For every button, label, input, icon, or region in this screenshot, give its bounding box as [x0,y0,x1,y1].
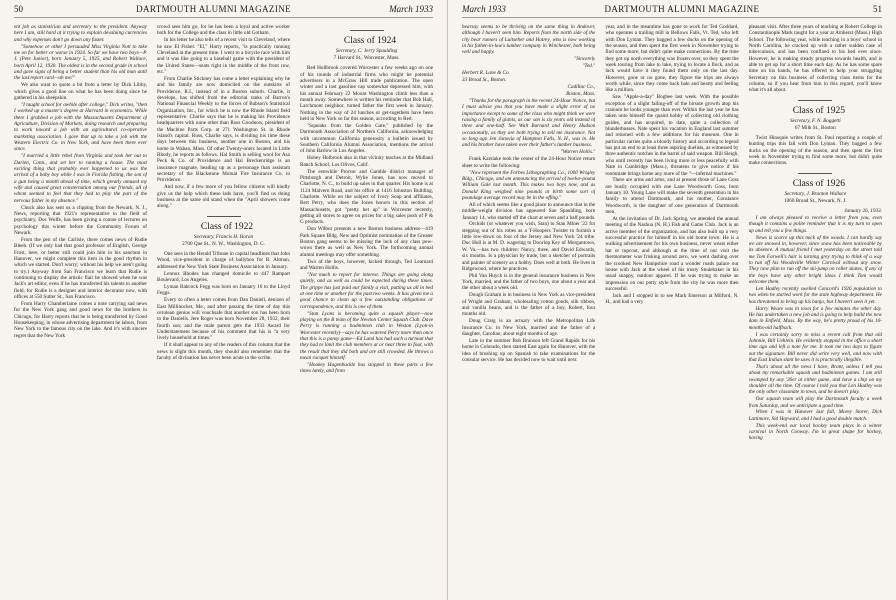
secretary-address: 67 Milk St., Boston [794,124,836,131]
paragraph: Dough Graham is in business in New York as vice-president of Wright and Graham, wholesaling cotton goods, silk ribbon, and vanilla beans, and is the father of a boy, Robert, four months old. [462,292,596,318]
paragraph: "Now represent the Forbes Lithographing Co., 1000 Wrigley Bldg., Chicago, and am announcing the arrival of twelve-pound William Gale last month. This makes two boys now, and as Donald King weighed nine pounds at birth some sort of poundage average record may be in the offing." [462,169,596,201]
paragraph: Frank Karslake took the center of the 24-Hour Notice return sheet to write the following: [462,156,596,169]
paragraph: In his letter he also tells of a recent visit to Cleveland, where he saw El Fisher. "El," Harry reports, "is practically running Cleveland at the present time. I went to a bicycle race with him and it was like going to a baseball game with the president of the United States—seats right in the middle of the front row, etc." [157,37,290,75]
column [157,24,290,596]
page-number: 51 [873,4,882,14]
paragraph: Saw "Apple-a-day" Bogbee last week. With the possible exception of a slight falling-off of the hirsute growth atop his cranium he looks younger than ever. Within the last year he has taken unto himself the quaint hobby of collecting old clothing guides, and has acquired, to date, quite a collection of blunderbusses. Nate spent his vacation in England last summer and returned with a few additions for his museum. One in particular carries quite a bloody history and according to legend has put an end to at least three aspiring duelists, as witnessed by three authentic notches in the barrel of said weapon. Bill Sleigh, who until recently has been living more or less peacefully with Nate in Cambridge (Mass.), threatens to give notice if his roommate brings home any more of the "—infernal machines." [605,94,739,177]
paragraph: Lyman Babcock Fegg was born on January 16 to the Lloyd Feggs. [157,283,290,297]
paragraph: "Thanks for the paragraph in the recent 24-Hour Notice, but I must advise you that you have made a slight error of no importance except to some of the class who might think we were raising a family of giants, as our son is six years old instead of three and one-half. See Walt Barnard and Henry Hudson occasionally, as they are both trying to sell me insurance. Not so long ago Jen Janovia of Hampton Falls, N. H., was in. He and his brother have taken over their father's lumber business. [462,97,596,149]
paragraph: Two of the boys, however, kicked through, Ted Learnard and Warren Hollis. [300,258,433,271]
class-heading: Class of 1926 [792,178,845,189]
section-rule [798,173,832,174]
paragraph: All of which seems like a good place to announce that in the middle-weight division has appeared Sue Spaulding, born January 14, who started off the chart at seven and a half pounds. [462,201,596,221]
paragraph: Red Hollbrook covered Worcester a few weeks ago on one of his rounds of industrial firms who might be potential advertisers in a McGraw Hill trade publication. The open winter and a lost gasoline cap somewhat depressed him, with his annual February 22 Mount Washington climb less than a month away. Somewhere is written his reminder that Bob Hall, Larchmont neighbor, turned father the first week in January. Nothing in the way of 24 lunches or get-togethers have been held in New York so far this season, according to Red. [300,65,433,123]
paragraph: Herbert R. Lane & Co. [462,70,510,77]
paragraph: I was certainly sorry to miss a recent call from that old Johnnie, Bill Uehlein. He evidently stopped in the office a short time ago and left a note for me. It took me two days to figure out the signature. Bill never did write very well, and now with that East Indian slant he uses it is practically illegible. [748,331,882,363]
paragraph: At the invitation of Dr. Jack Spring, we attended the annual meeting of the Nashua (N. H.) Fish and Game Club. Jack is an active member of the organization, and has also built up a very successful practice for himself in his old home town. He is a walking advertisement for his own business, never wears either hat or topcoat, and although at the time of our visit the thermometer was frisking around zero, we went dashing over the crooked New Hampshire road a wonder roads palace our house with Jack at the wheel of his trusty Studebaker in his usual snappy, outdoor apparel. If he was trying to make an impression on our potty style from the city he was more then successful. [605,216,739,292]
paragraph: Hobey Holbrook also in that vicinity teaches at the Midland Ranch School, Los Olivos, Calif. [300,155,433,168]
signature: "Ted." [582,63,596,70]
paragraph: pleasant visit. After three years of teaching at Robert College in Constantinople Mark taught for a year at Amherst (Mass.) High School. The following year, while teaching in a boys' school in North Carolina, he cracked up with a rather sudden case of tuberculosis, and has been confined to his bed ever since. However, he is making steady progress towards health, and is able to get up for a short time each day. As he has some spare time on his hands, he has offered to help your struggling Secretary on this business of collecting class items for the column, so if you hear from him in this regard, you'll know what it's all about. [748,24,882,94]
paragraph: "Stan Lyons is becoming quite a squash player—now playing on the B team of the Newton Center Squash Club. Dave Perry is running a badminton club in Weston (Lyon-in Worcester recently)—says he has watered Perry more than once that this is a pansy game—Ed Lund has had such a turnout that they had to limit the club members at or near three to four, with the result that they did both and are still crowded. He throws a mean racquet himself. [300,310,433,361]
paragraph: ent job as statistician and secretary to the president. Anyway here I am, still hard at it trying to explain devaluing currencies and why expenses don't go down any faster. [14,24,147,43]
paragraph: When I was in Hanover last fall, Morey Storer, Dick Lattimore, Sid Hayward, and I had a good double match. [748,409,882,422]
class-heading: Class of 1925 [792,105,845,116]
left-running-head [14,4,433,18]
paragraph: If it shall appear to any of the readers of this column that the news is slight this month, they should also remember that the faculty of divination has never been acute in the scribe. [157,342,290,361]
signature: "Sincerely [574,56,596,63]
paragraph: We also want to quote a bit from a letter by Dick Libby, which gives a good line on what he has been doing since he gathered in his sheepskin. [14,82,147,101]
paragraph: One sees in the Herald Tribune in capital headlines that John Wood, vice-president in charge of ballyhoo for B. Altman, addressed the New York State Business Association in January. [157,251,290,270]
paragraph: From the pen of the Carlisle, there comes news of Rudie Bleeh. (If we only had that good professor of English, George Frost, here, or better still could join him in his sanctum in Hanover, we might complete this item in the good rhythm in which we started. Don't worry; without his help we aren't going to try.) Anyway from San Francisco we learn that Rudie is continuing to display the artistic flair he showed when he was Jack's art editor, even if he has transferred his talents to another field, for Rudie is a designer and interior decorator now, with offices at 550 Sutter St., San Francisco. [14,236,147,300]
signature: Cadillac Co., [567,84,596,91]
column [300,24,433,596]
paragraph: 33 Broad St., Boston. [462,77,507,84]
right-running-head [462,4,882,18]
paragraph: News is scarce up this neck of the woods. I can hardly say we are snowed in, however, since snow has been noticeable by its absence. A mutual friend I met yesterday on the street told me Tom Farwell's hair is turning grey trying to think of a way to run off his Woodsville Winter Carnival without any snow. They now plan to run off the ski-jump on roller skates, if any of the boys have any other bright ideas I think Tom would welcome them. [748,234,882,286]
page-number: 50 [14,4,23,14]
paragraph: Chuck also has sent us a clipping from the Newark, N. J., News, reporting that 1921's representative in the field of psychiatry, Doc Wolfe, has been giving a course of lectures on psychology this winter before the Community Forum of Newark. [14,204,147,236]
paragraph: Lennox Rhodes has changed domicile to 447 Rampart Boulevard, Los Angeles. [157,270,290,283]
class-heading: Class of 1922 [200,221,254,232]
column [749,24,882,596]
signature: Boston, Mass. [566,91,596,97]
paragraph: Every so often a letter comes from Dan Daniell, denizen of East Millinocket, Me., and after passing the time of day this cerulean genius will vouchsafe that another son has been born to the Daniells. Jere Roger was born November 28, 1932, their fourth son; and the male parent gets the 1933 Award for Understatement because of his comment that his is "a very lively household at times." [157,297,290,342]
section-rule [798,100,832,101]
paragraph: Len Hadley recently swelled Concord's 1926 population to two when he started work for the state highway department. He has threatened to bring up his banjo, but I haven't seen it yet. [748,285,882,305]
class-secretary: Secretary, C. Jerry Spaulding [335,48,398,54]
paragraph: That's about all the news I have, Brant, unless I tell you about my remarkable squash and badminton games. I am still swamped by any '26er at either game, and have a chip on my shoulder all the time. Of course I told you that Len Hadley was the only other classmate in town, and he doesn't play. [748,363,882,396]
paragraph: "Somehow or other I persuaded Miss Virginia Nott to take me on for better or worse in 1924. So far we have two boys—P. J. (Pete Junior), born January 5, 1925, and Robert Wallace, born April 12, 1930. The oldest is in the second grade in school and gave signs of being a better student than his old man until the last report card—ah me!" [14,43,147,82]
paragraph: This week-end our local hockey team plays in a winter carnival in North Conway. I'm in great shape for hockey, having [748,422,882,442]
column [14,24,147,596]
secretary-address: 7 Harvard St., Worcester, Mass. [333,54,400,61]
paragraph: And now, if a few more of you fellow citizens will kindly give us the help which these lads have, you'll find us doing business at the same old stand when the "April showers come along." [157,184,290,210]
signature: "Warren Hollis." [560,149,596,156]
issue-date: March 1933 [389,4,433,14]
paragraph: There are arms and arms, and at present those of Lane Goss are busily occupied with one Lane Woodworth Goss, born January 10. Young Lane will make the seventh generation in his family to attend Dartmouth, and his mother, Constance Woodworth, is the daughter of one generation of Dartmouth men. [605,177,739,216]
class-secretary: Secretary, F. N. Boggetti [789,117,841,124]
class-heading: Class of 1924 [343,36,397,46]
paragraph: "I married a little rebel from Virginia and took her out to Darien, Conn., and set her to running a house. The most exciting thing that probably ever happened to us was the arrival of a baby boy while I was in Florida fishing, the son of a gun being a month ahead of time, which greatly amused my wife and caused great consternation among our friends, all of whom seemed to feel that they had to play the part of the nervous father in my absence." [14,153,147,204]
class-secretary: Secretary, J. Branton Wallace [784,190,847,197]
column [462,24,595,596]
paragraph: hearsay seems to be thriving on the same thing in Andover, although I haven't seen him. Reports from the north side of the city bear rumors of Luitseher and Hatrey, who is now working in his father-in-law's lumber company in Winchester, both being well and happy. [462,24,596,56]
paragraph: Our squash team will play the Dartmouth faculty a week from Saturday, and we anticipate a good time. [748,396,882,409]
paragraph: Late in the summer Bob Branson left Grand Rapids for his home in Colorado, then started East again for Hanover, with the idea of brushing up on Spanish to take examinations for the consular service. He has decided now to wait until next [462,338,596,364]
section-rule [350,30,384,31]
right-page [448,0,896,600]
paragraph: I am always pleased to receive a letter from you, even though it contains a polite reminder that it is my turn to open up and tell you a few things. [748,215,882,234]
paragraph: From Charlie Stickney has come a letter explaining why he and his family are now domiciled on the outskirts of Providence, R.I., instead of in a Boston suburb. Charlie, it develops, has shifted from the editorial ranks of Barron's National Financial Weekly to the forces of Babson's Statistical Organization, Inc., for which he is now the Rhode Island field representative. Charlie says that he is making his Providence headquarters with none other than Russ Goodnow, president of the Machine Parts Corp. at 271 Washington St. in Rhode Island's capital. Russ, Charlie says, is dividing his time these days between this business, another one in Boston, and his home in Waban, Mass. Of other Twenty-oners located in Little Rhody, he reports as follows. Hal Smith is selling wool for Asa Peck & Co. of Providence and Hal Breckenridge is an insurance magnate, heading up as a personage than assistant secretary of the Blackstone Mutual Fire Insurance Co. in Providence. [157,75,290,184]
magazine-title: DARTMOUTH ALUMNI MAGAZINE [604,4,760,14]
paragraph: Jack and I stopped in to see Mark Emerson at Milford, N. H., and had a very [605,292,739,306]
issue-date: March 1933 [462,4,506,14]
class-secretary: Secretary, Francis H. Horan [193,233,254,240]
paragraph: crowd sees him go, for he has been a loyal and active worker both for the College and the class in little old Gotham. [157,24,290,37]
paragraph: "Hookey Hagenbuckle has stopped in these parts a few times lately, and from [300,361,433,375]
paragraph: Doug Craig is an actuary with the Metropolitan Life Insurance Co. in New York, married and the father of a daughter, Caroline, about eight months of age. [462,318,596,338]
section-rule [207,216,241,217]
paragraph: Phil Van Huyck is in the general insurance business in New York, married, and the father of two boys, one about a year and the other about a week old. [462,272,596,292]
paragraph: year, and in the meantime has gone to work for Ted Goddard, who operates a trailing mill in Bellows Falls, Vt. Ted, who left with Don Lyman. They bagged a few ducks on the opening of the season, and then spent the first week in November trying to find some more, but didn't quite make connections. By the time they got up north everything was frozen over, so they spent the week touring from lake to lake, trying to locate a flock, and as luck would have it they found them only on the last day. However, gone or no gone, they figure the trips are always worth while, since they come back hale and hearty and feeling like a million. [605,24,739,94]
paragraph: The erstwhile Proctor and Gamble district manager of Pittsburgh and Detroit, Wylie Jones, has now moved to Charlotte, N. C., to build up sales in that quarter. His home is at 1124 Malvern Road, and his office at 1416 Johnston Building, Charlotte. While on the subject of Ivory Soap and affiliates, Bert Perry, who does the Jones honors in this section of Massachusetts, got "pretty het up" in Worcester recently, getting all stores to agree on prices for a big sales push of P & G products. [300,168,433,226]
magazine-title: DARTMOUTH ALUMNI MAGAZINE [136,4,292,14]
paragraph: Harry Weare was in town for a few minutes the other day. He has undertaken a new job and is going to help build the new dam in Enfield, Mass. By the way, he's pretty proud of his 10-months-old halfback. [748,305,882,331]
paragraph: From Harry Chamberlaine comes a note carrying sad news for the New York gang and good news for the brothers in Chicago, for Harry reports that he is being transferred by Good Housekeeping, in whose advertising department he labors, from New York to the famous city on the lake. And it's with sincere regret that the New York [14,300,147,339]
signature: January 26, 1933. [844,208,882,215]
paragraph: Orchids (or whatever you wish, Stan) to Stan Miner '22 for stepping out of his robes as a T-Hoopers Twister to furnish a little low-down on four of the Jersey and New York '24 tribe. Doc Hull is at M. D. wagering to Doorlop Key of Morgantown, W. Va.—has two children: Nancy, three, and David Edwards, six months. Is a physician by trade, but a sketcher of portraits and painter of scenery as a hobby. Does well at both. He lives in Ridgewood, where he practices. [462,221,596,272]
paragraph: Twist Hinsquie writes from St. Paul reporting a couple of hunting trips this fall with Don Lyman. They bagged a few ducks on the opening of the season, and then spent the first week in November trying to find some more, but didn't quite make connections. [748,135,882,167]
paragraph: "Squeaks from the Golden Gate," published by the Dartmouth Association of Northern California, acknowledging with uncommon California generosity a bulletin issued by Southern California Alumni Association, mentions the arrival of John Barlow in Los Angeles. [300,122,433,155]
paragraph: "Not much to report for interest. Things are going along quietly, and as well as could be expected during these times. The grippe has just paid our family a visit, putting us all in bed at one time or another for the past two weeks. It has given me a good chance to clean up a few outstanding obligations or correspondence, and this is one of them. [300,271,433,310]
secretary-address: 2700 Que St., N. W., Washington, D. C. [182,240,265,247]
column [605,24,738,596]
paragraph: Don Wilbur presents a new Boston business address—419 Park Square Bldg. New and Optimist nomination of the Greater Boston gang seems to be missing the luck of any class pow-wows there as well as New York. The forthcoming annual alumni meetings may offer something. [300,226,433,258]
paragraph: "I taught school for awhile after college," Dick writes, "then I worked up a master's degree at Harvard in economics. While there I grabbed a job with the Massachusetts Department of Agriculture, Division of Markets, doing research and preparing to work toward a job with an agricultural co-operative marketing association. I gave that up to take a job with the Western Electric Co. in New York, and have been there ever since. [14,101,147,153]
secretary-address: 1060 Broad St., Newark, N. J. [784,197,847,204]
